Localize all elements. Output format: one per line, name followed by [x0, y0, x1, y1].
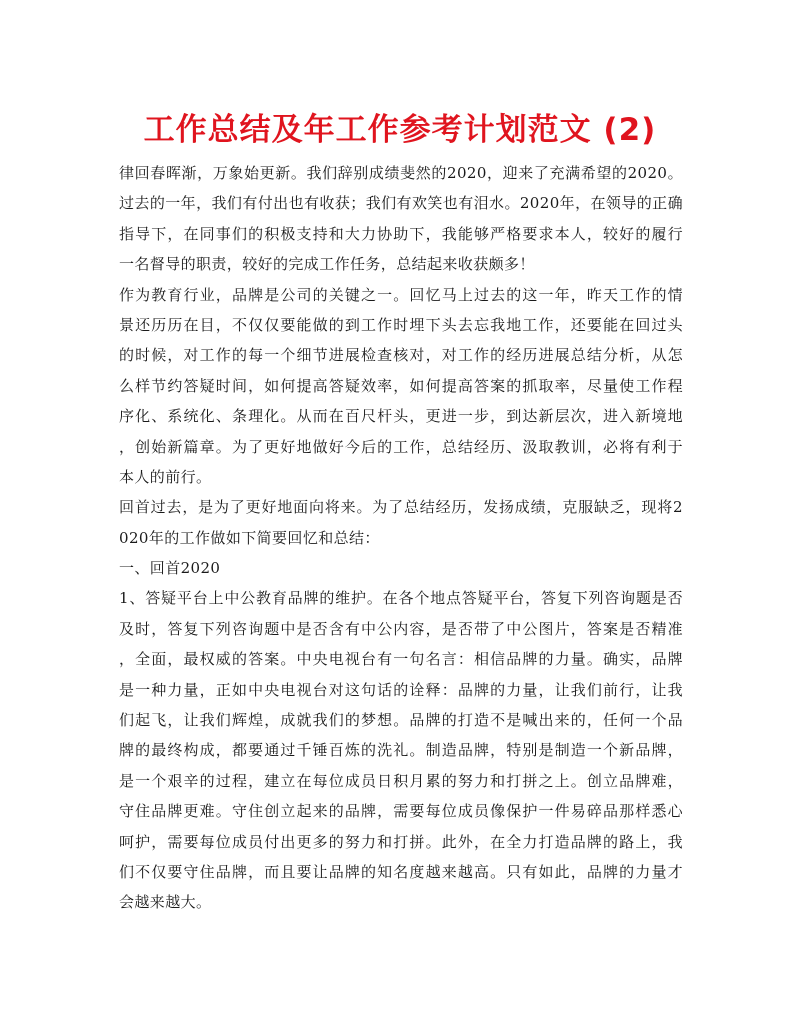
text-line: 一名督导的职责，较好的完成工作任务，总结起来收获颇多！	[119, 255, 535, 274]
text-line: ，创始新篇章。为了更好地做好今后的工作，总结经历、汲取教训，必将有利于	[119, 437, 683, 456]
text-line: 守住品牌更难。守住创立起来的品牌，需要每位成员像保护一件易碎品那样悉心	[119, 802, 683, 821]
text-line: 及时，答复下列咨询题中是否含有中公内容，是否带了中公图片，答案是否精准	[119, 619, 683, 638]
text-line: 的时候，对工作的每一个细节进展检查核对，对工作的经历进展总结分析，从怎	[119, 346, 683, 365]
text-line: 牌的最终构成，都要通过千锤百炼的洗礼。制造品牌，特别是制造一个新品牌，	[119, 741, 683, 760]
text-line: 是一个艰辛的过程，建立在每位成员日积月累的努力和打拼之上。创立品牌难，	[119, 771, 683, 790]
text-line: 景还历历在目，不仅仅要能做的到工作时埋下头去忘我地工作，还要能在回过头	[119, 315, 683, 334]
text-line: 020年的工作做如下简要回忆和总结：	[119, 528, 380, 547]
text-line: 会越来越大。	[119, 893, 212, 912]
text-line: 呵护，需要每位成员付出更多的努力和打拼。此外，在全力打造品牌的路上，我	[119, 832, 683, 851]
text-line: 们不仅要守住品牌，而且要让品牌的知名度越来越高。只有如此，品牌的力量才	[119, 862, 683, 881]
text-line: 们起飞，让我们辉煌，成就我们的梦想。品牌的打造不是喊出来的，任何一个品	[119, 711, 683, 730]
text-line: 指导下，在同事们的积极支持和大力协助下，我能够严格要求本人，较好的履行	[119, 224, 683, 243]
text-line: 回首过去，是为了更好地面向将来。为了总结经历，发扬成绩，克服缺乏，现将2	[119, 498, 683, 517]
text-line: 是一种力量，正如中央电视台对这句话的诠释：品牌的力量，让我们前行，让我	[119, 680, 683, 699]
text-line: 律回春晖渐，万象始更新。我们辞别成绩斐然的2020，迎来了充满希望的2020。	[119, 164, 683, 182]
text-line: 序化、系统化、条理化。从而在百尺杆头，更进一步，到达新层次，进入新境地	[119, 407, 683, 426]
page-title: 工作总结及年工作参考计划范文 (2)	[143, 112, 657, 148]
text-line: 作为教育行业，品牌是公司的关键之一。回忆马上过去的这一年，昨天工作的情	[119, 285, 683, 304]
text-line: 过去的一年，我们有付出也有收获；我们有欢笑也有泪水。2020年，在领导的正确	[119, 194, 683, 213]
text-line: ，全面，最权威的答案。中央电视台有一句名言：相信品牌的力量。确实，品牌	[119, 650, 683, 669]
text-line: 一、回首2020	[119, 559, 221, 578]
document-body	[119, 158, 683, 918]
text-line: 本人的前行。	[119, 467, 212, 486]
text-line: 1、答疑平台上中公教育品牌的维护。在各个地点答疑平台，答复下列咨询题是否	[119, 589, 683, 608]
text-line: 么样节约答疑时间，如何提高答疑效率，如何提高答案的抓取率，尽量使工作程	[119, 376, 683, 395]
